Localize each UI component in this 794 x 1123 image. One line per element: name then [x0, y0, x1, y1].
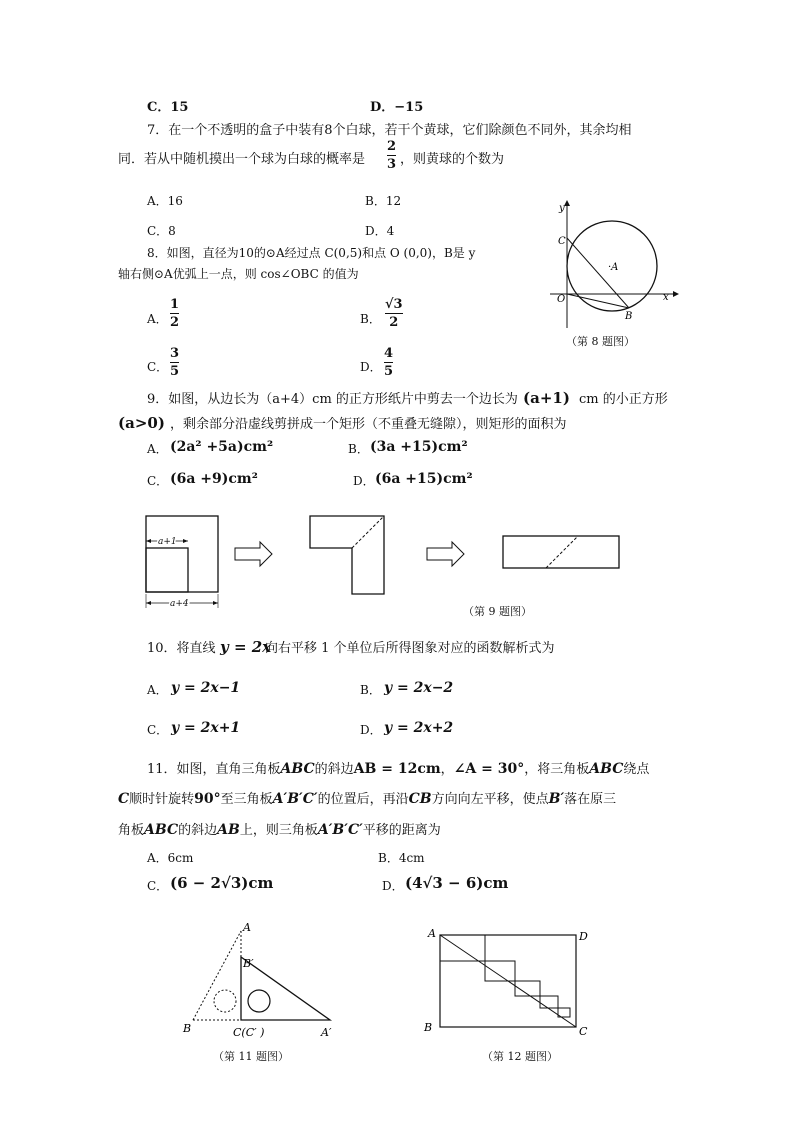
q10-stem-start: 10．将直线 [147, 641, 216, 656]
q11-l3-e: 上，则三角板 [239, 823, 318, 838]
q8-label-c: C [558, 236, 566, 247]
q11-label-ap: A′ [321, 1026, 332, 1039]
q10-option-c-label: C． [147, 723, 169, 737]
q11-l3-g: 平移的距离为 [362, 823, 441, 838]
q12-caption: （第 12 题图） [482, 1050, 558, 1063]
q9-option-c: (6a +9)cm² [170, 471, 258, 487]
q6-option-d: D．−15 [370, 100, 424, 115]
q9-arrow-2 [427, 542, 464, 566]
q11-l1-comma: ， [440, 762, 454, 777]
q7-option-a: A．16 [147, 194, 183, 208]
q9-caption: （第 9 题图） [463, 605, 532, 618]
q10-option-d-label: D． [360, 723, 382, 737]
q8-label-b: B [625, 311, 633, 322]
q6-option-c: C．15 [147, 100, 189, 115]
q7-fraction-den: 3 [387, 157, 397, 172]
q12-step-1 [440, 935, 485, 961]
q8-label-o: O [557, 294, 566, 305]
q9-stem-a-plus-1: (a+1) [523, 389, 570, 407]
q7-option-b: B．12 [365, 194, 402, 208]
q8-label-y: y [559, 203, 565, 214]
q9-rect-dashed [546, 536, 578, 568]
q11-l3-c: 的斜边 [178, 823, 218, 838]
q10-option-b-label: B． [360, 683, 381, 697]
q10-option-a: y = 2x−1 [171, 680, 241, 696]
q11-label-b: B [183, 1022, 192, 1035]
q10-option-a-label: A． [147, 683, 168, 697]
q11-option-b: B．4cm [378, 851, 425, 865]
q11-l1-ab12: AB = 12cm [353, 761, 441, 777]
q11-stem-line3 [118, 822, 441, 839]
q12-label-a: A [428, 927, 436, 940]
q8-option-d-num: 4 [384, 346, 394, 361]
q8-option-c-label: C． [147, 360, 169, 374]
q7-fraction-num: 2 [387, 139, 397, 154]
q8-figure [545, 198, 695, 328]
q11-l1-abc2: ABC [589, 761, 624, 777]
q7-stem-line1: 7．在一个不透明的盒子中装有8个白球，若干个黄球，它们除颜色不同外，其余均相 [147, 123, 632, 138]
q8-option-b-den: 2 [389, 315, 399, 330]
q11-l3-abc: ABC [144, 822, 179, 838]
q8-option-d-den: 5 [384, 364, 394, 379]
q9-option-b: (3a +15)cm² [370, 439, 468, 455]
q9-cut-line [352, 516, 384, 548]
q11-option-c: (6 − 2√3)cm [170, 874, 274, 892]
q8-segment-cb [567, 238, 629, 308]
q11-l1-g: ，将三角板 [524, 762, 590, 777]
q12-step-4 [540, 996, 558, 1008]
q9-stem-line1: 9．如图，从边长为（a+4）cm 的正方形纸片中剪去一个边长为 [147, 392, 518, 407]
q7-option-d: D．4 [365, 224, 395, 238]
q12-label-c: C [579, 1025, 588, 1038]
q11-dotted-circle [214, 990, 236, 1012]
q8-stem-line2: 轴右侧⊙A优弧上一点，则 cos∠OBC 的值为 [118, 267, 359, 281]
q11-l2-bp: B′ [548, 791, 565, 807]
q11-dotted-ab [193, 931, 241, 1020]
q11-label-ccp: C(C′ ) [233, 1026, 265, 1039]
q8-option-c-den: 5 [170, 364, 180, 379]
q9-label-a-plus-1: a+1 [158, 537, 177, 547]
q8-option-a-den: 2 [170, 315, 180, 330]
q11-option-d-label: D． [382, 879, 404, 893]
q12-figure [420, 920, 590, 1040]
q8-y-arrow [564, 200, 570, 206]
q11-l1-i: 绕点 [623, 762, 650, 777]
q9-option-d-label: D． [353, 474, 375, 488]
q11-figure [178, 915, 348, 1045]
q9-option-c-label: C． [147, 474, 169, 488]
q9-figure [140, 510, 630, 610]
q8-segment-ob [567, 294, 629, 308]
q11-l1-a: 11．如图，直角三角板 [147, 762, 281, 777]
q12-step-2 [485, 961, 515, 981]
q10-option-b: y = 2x−2 [384, 680, 454, 696]
q8-option-b-frac [385, 298, 403, 329]
q9-arrow-1 [235, 542, 272, 566]
q11-stem-line2 [118, 791, 616, 808]
q11-l2-cb: CB [408, 791, 432, 807]
q8-option-d-label: D． [360, 360, 382, 374]
q11-l1-angle: ∠A = 30° [453, 761, 525, 777]
q8-option-d-frac [384, 347, 393, 378]
q8-stem-line1: 8．如图，直径为10的⊙A经过点 C(0,5)和点 O (0,0)，B是 y [147, 246, 476, 260]
q11-l2-j: 落在原三 [564, 792, 617, 807]
q10-line-equation: y = 2x [220, 638, 272, 656]
q8-label-a: ·A [608, 262, 619, 273]
q11-label-a: A [243, 921, 251, 934]
q8-x-arrow [673, 291, 679, 297]
q12-label-b: B [424, 1021, 433, 1034]
q9-option-d: (6a +15)cm² [375, 471, 473, 487]
q11-stem-line1 [147, 761, 649, 778]
q7-stem-line2: 同．若从中随机摸出一个球为白球的概率是 [118, 152, 366, 167]
q11-l1-abc: ABC [280, 761, 315, 777]
q7-stem-line2-end: ，则黄球的个数为 [400, 152, 505, 167]
q11-l1-c: 的斜边 [314, 762, 354, 777]
q9-stem-line2: ，剩余部分沿虚线剪拼成一个矩形（不重叠无缝隙），则矩形的面积为 [170, 417, 567, 432]
q7-option-c: C．8 [147, 224, 176, 238]
q11-option-a: A．6cm [147, 851, 194, 865]
q11-l3-apbpcp: A′B′C′ [317, 822, 363, 838]
q11-circle [248, 990, 270, 1012]
q8-option-b-label: B． [360, 312, 381, 326]
q11-option-c-label: C． [147, 879, 169, 893]
q8-caption: （第 8 题图） [566, 335, 635, 348]
q9-l-shape [310, 516, 384, 594]
q9-rectangle [503, 536, 619, 568]
q8-option-a-label: A． [147, 312, 168, 326]
q8-option-c-num: 3 [170, 346, 180, 361]
q8-label-x: x [663, 292, 669, 303]
q11-label-bp: B′ [243, 957, 254, 970]
q7-fraction [387, 140, 396, 171]
q12-label-d: D [579, 930, 588, 943]
q9-cut-square [146, 548, 188, 592]
q11-l2-b: 顺时针旋转 [129, 792, 195, 807]
q8-option-a-num: 1 [170, 297, 180, 312]
q11-l3-ab: AB [217, 822, 240, 838]
q11-l2-apbpcp: A′B′C′ [272, 791, 318, 807]
q9-option-a-label: A． [147, 442, 168, 456]
q9-option-a: (2a² +5a)cm² [170, 439, 274, 455]
q8-option-b-num: √3 [385, 297, 403, 312]
q11-caption: （第 11 题图） [213, 1050, 289, 1063]
q10-option-c: y = 2x+1 [171, 720, 241, 736]
q8-option-c-frac [170, 347, 179, 378]
q11-option-d: (4√3 − 6)cm [405, 874, 509, 892]
q11-l2-c: C [118, 791, 130, 807]
q11-l2-f: 的位置后，再沿 [317, 792, 409, 807]
q9-option-b-label: B． [348, 442, 369, 456]
q9-stem-condition: (a>0) [118, 414, 165, 432]
q8-option-a-frac [170, 298, 179, 329]
q11-l3-a: 角板 [118, 823, 145, 838]
q10-stem-end: 向右平移 1 个单位后所得图象对应的函数解析式为 [265, 641, 555, 656]
q9-label-a-plus-4: a+4 [170, 599, 189, 609]
q11-l2-h: 方向向左平移，使点 [431, 792, 549, 807]
q11-l2-d: 至三角板 [220, 792, 273, 807]
q9-stem-line1-end: cm 的小正方形 [579, 392, 668, 407]
q10-option-d: y = 2x+2 [384, 720, 454, 736]
q11-l2-90: 90° [194, 791, 221, 807]
q9-big-square [146, 516, 218, 592]
